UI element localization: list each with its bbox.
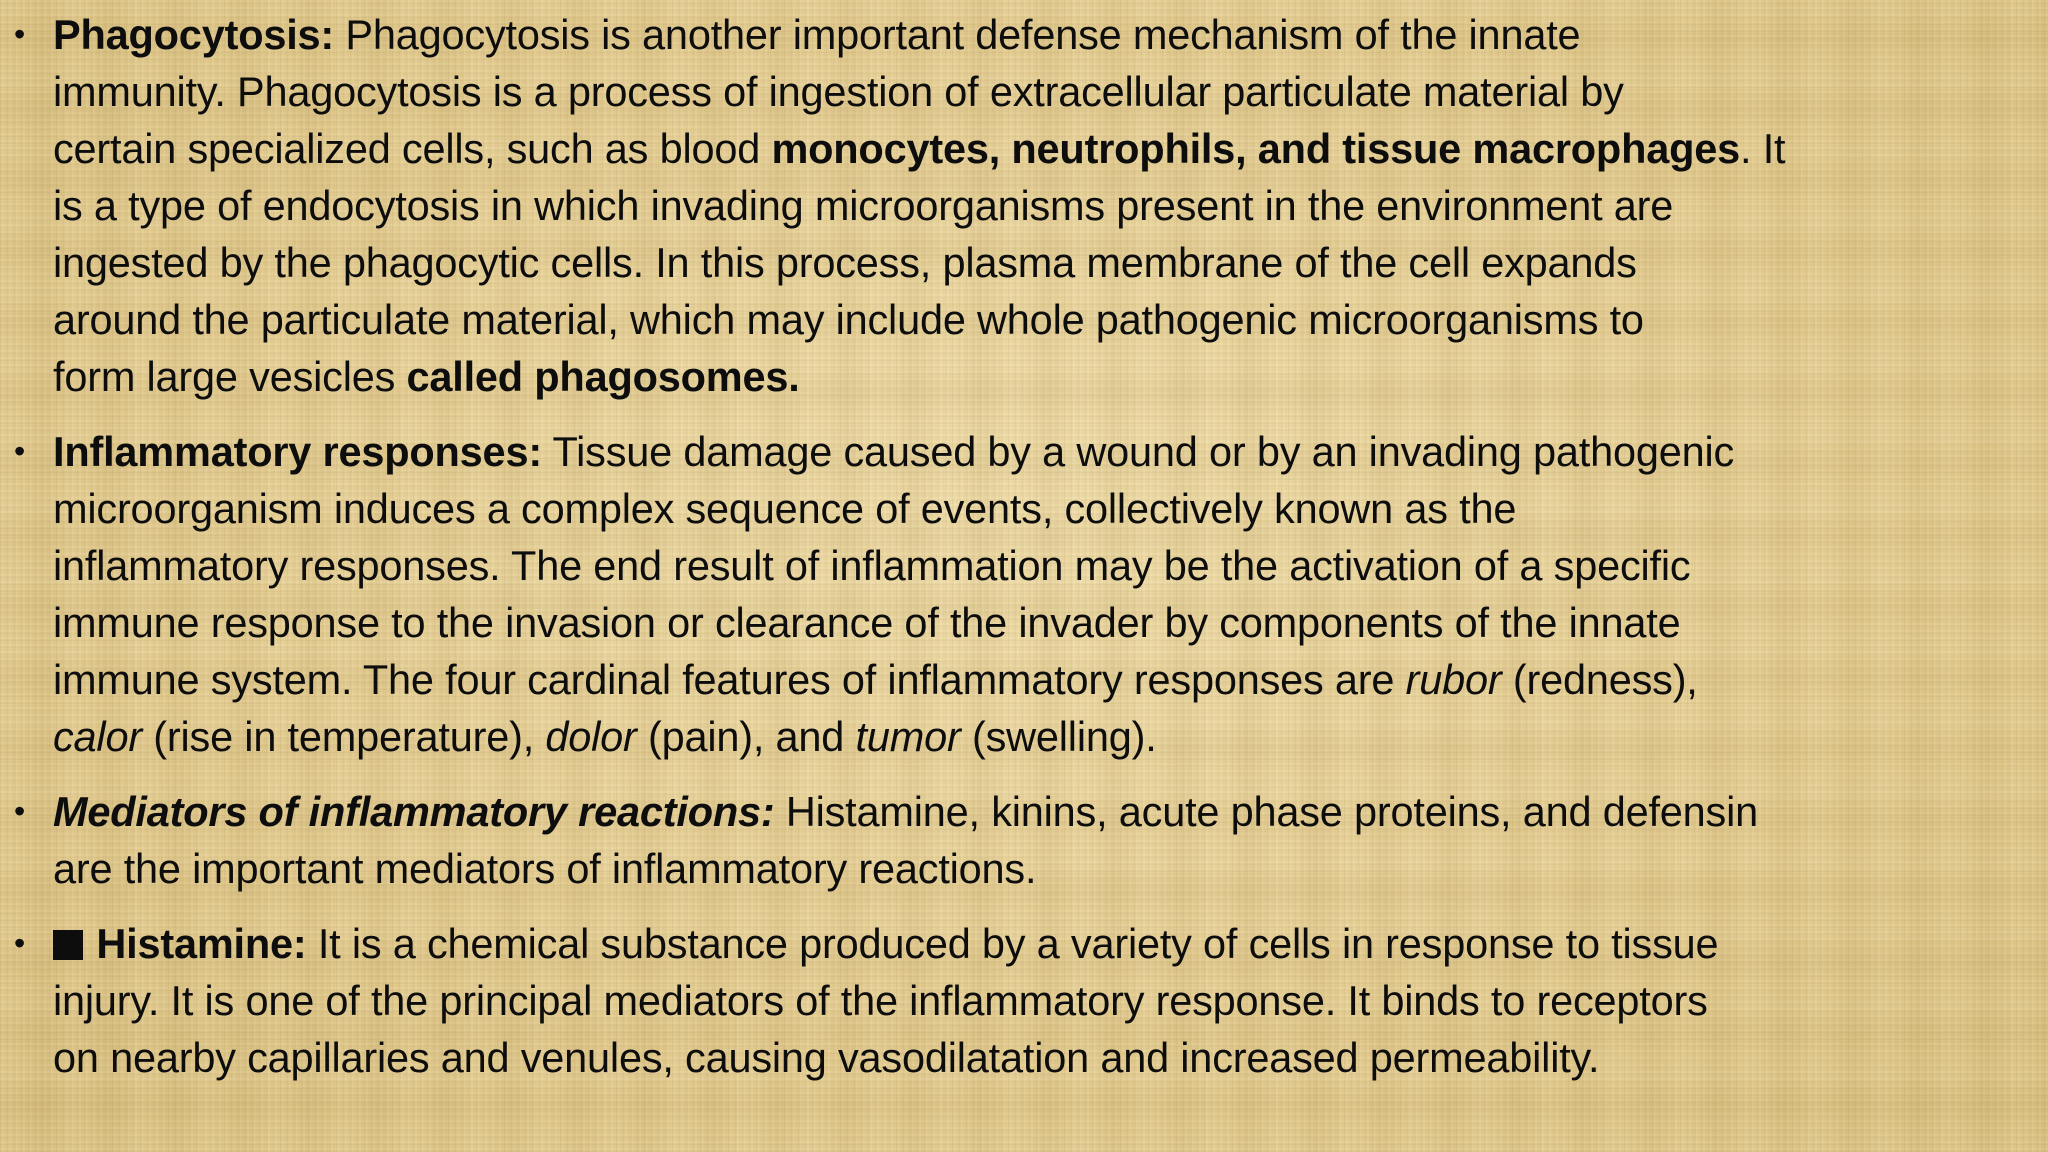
inflammatory-heading: Inflammatory responses: [53, 428, 542, 475]
phagocytic-cells-term: monocytes, neutrophils, and tissue macrophages [771, 125, 1741, 172]
bullet-dot-icon: • [14, 793, 26, 829]
mediators-line-2: are the important mediators of inflammatory reactions. [53, 845, 1037, 892]
bullet-mediators [14, 783, 2034, 897]
bullet-dot-icon: • [14, 16, 26, 52]
phagocytosis-line-5: ingested by the phagocytic cells. In this process, plasma membrane of the cell expands [53, 239, 1637, 286]
phagocytosis-line-1: Phagocytosis: Phagocytosis is another important defense mechanism of the innate [53, 11, 1581, 58]
bullet-inflammatory-responses [14, 423, 2034, 765]
histamine-line-2: injury. It is one of the principal mediators of the inflammatory response. It binds to receptors [53, 977, 1708, 1024]
calor-term: calor [53, 713, 142, 760]
bullet-dot-icon: • [14, 433, 26, 469]
inflammatory-line-3: inflammatory responses. The end result of inflammation may be the activation of a specific [53, 542, 1691, 589]
bullet-list [14, 6, 2034, 1104]
tumor-term: tumor [855, 713, 961, 760]
dolor-term: dolor [545, 713, 637, 760]
bullet-phagocytosis [14, 6, 2034, 405]
histamine-line-1: Histamine: It is a chemical substance produced by a variety of cells in response to tissue [53, 915, 2034, 972]
mediators-heading: Mediators of inflammatory reactions: [53, 788, 775, 835]
rubor-term: rubor [1405, 656, 1502, 703]
phagocytosis-heading: Phagocytosis: [53, 11, 335, 58]
bullet-dot-icon: • [14, 925, 26, 961]
black-square-icon [53, 930, 83, 960]
histamine-line-3: on nearby capillaries and venules, causing vasodilatation and increased permeability. [53, 1034, 1600, 1081]
inflammatory-line-5: immune system. The four cardinal features of inflammatory responses are rubor (redness), [53, 656, 1698, 703]
phagocytosis-line-3: certain specialized cells, such as blood monocytes, neutrophils, and tissue macrophages. It [53, 125, 1786, 172]
inflammatory-line-6: calor (rise in temperature), dolor (pain), and tumor (swelling). [53, 713, 1157, 760]
phagosomes-term: called phagosomes. [406, 353, 800, 400]
bullet-histamine [14, 915, 2034, 1086]
mediators-line-1: Mediators of inflammatory reactions: Histamine, kinins, acute phase proteins, and defensin [53, 788, 1758, 835]
inflammatory-line-2: microorganism induces a complex sequence of events, collectively known as the [53, 485, 1517, 532]
phagocytosis-line-7: form large vesicles called phagosomes. [53, 353, 800, 400]
phagocytosis-line-4: is a type of endocytosis in which invading microorganisms present in the environment are [53, 182, 1674, 229]
histamine-heading: Histamine: [96, 920, 307, 967]
inflammatory-line-1: Inflammatory responses: Tissue damage caused by a wound or by an invading pathogenic [53, 428, 1735, 475]
phagocytosis-line-6: around the particulate material, which may include whole pathogenic microorganisms to [53, 296, 1644, 343]
phagocytosis-line-2: immunity. Phagocytosis is a process of ingestion of extracellular particulate material by [53, 68, 1624, 115]
inflammatory-line-4: immune response to the invasion or clearance of the invader by components of the innate [53, 599, 1681, 646]
